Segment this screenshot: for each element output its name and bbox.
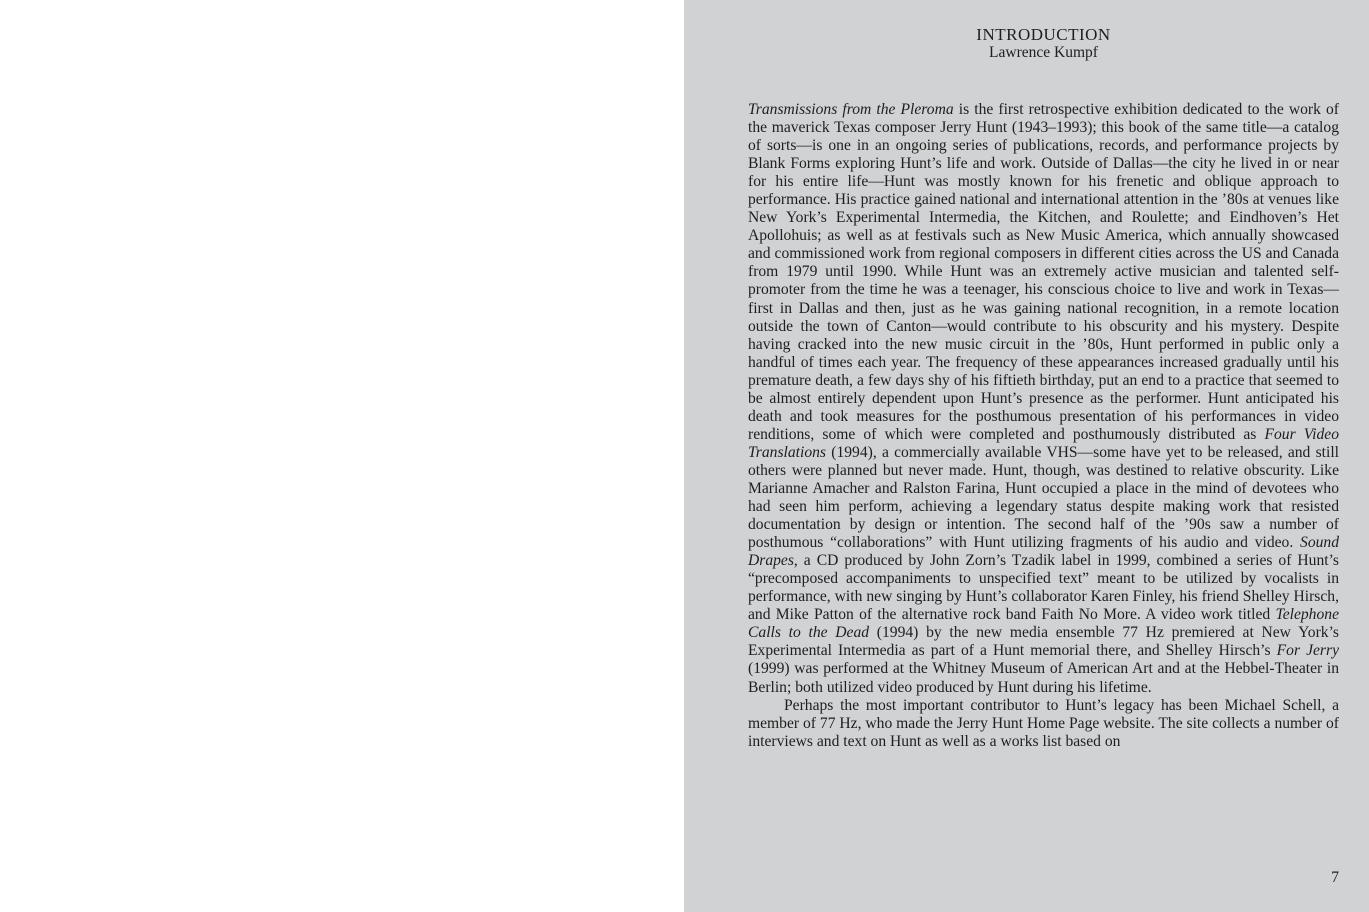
- text-run: is the first retrospective exhibition dedicated to the work of the maverick Texas composer Jerry Hunt (1943–1993); this book of the same title—a catalog of sorts—is one in an ongoing series of publications, records, and performance projects by Blank Forms exploring Hunt’s life and work. Outside of Dallas—the city he lived in or near for his entire life—Hunt was mostly known for his frenetic and oblique approach to performance. His practice gained national and international attention in the ’80s at venues like New York’s Experimental Intermedia, the Kitchen, and Roulette; and Eindhoven’s Het Apollohuis; as well as at festivals such as New Music America, which annually showcased and commissioned work from regional composers in different cities across the US and Canada from 1979 until 1990. While Hunt was an extremely active musician and talented self-promoter from the time he was a teenager, his conscious choice to live and work in Texas—first in Dallas and then, just as he was gaining national recognition, in a remote location outside the town of Canton—would contribute to his obscurity and his mystery. Despite having cracked into the new music circuit in the ’80s, Hunt performed in public only a handful of times each year. The frequency of these appearances increased gradually until his premature death, a few days shy of his fiftieth birthday, put an end to a practice that seemed to be almost entirely dependent upon Hunt’s presence as the performer. Hunt anticipated his death and took measures for the posthumous presentation of his performances in video renditions, some of which were completed and posthumously distributed as: [748, 101, 1339, 443]
- paragraph: [748, 101, 1339, 697]
- paragraph: [748, 697, 1339, 751]
- right-page: [684, 0, 1369, 912]
- chapter-author: Lawrence Kumpf: [989, 44, 1098, 61]
- italic-title: Transmissions from the Pleroma: [748, 101, 954, 118]
- left-page-blank: [0, 0, 684, 912]
- italic-title: Telephone Calls to the Dead: [748, 606, 1339, 642]
- italic-title: Four Video Translations: [748, 425, 1339, 461]
- chapter-heading: [748, 26, 1339, 62]
- text-run: , a CD produced by John Zorn’s Tzadik label in 1999, combined a series of Hunt’s “precomposed accompaniments to unspecified text” meant to be utilized by vocalists in performance, with new singing by Hunt’s collaborator Karen Finley, his friend Shelley Hirsch, and Mike Patton of the alternative rock band Faith No More. A video work titled: [748, 552, 1339, 624]
- italic-title: For Jerry: [1276, 642, 1339, 660]
- body-text: [748, 101, 1339, 751]
- text-run: Perhaps the most important contributor to Hunt’s legacy has been Michael Schell, a member of 77 Hz, who made the Jerry Hunt Home Page website. The site collects a number of interviews and text on Hunt as well as a works list based on: [748, 696, 1339, 750]
- text-run: (1999) was performed at the Whitney Museum of American Art and at the Hebbel-Theater in Berlin; both utilized video produced by Hunt during his lifetime.: [748, 660, 1339, 696]
- italic-title: Sound Drapes: [748, 534, 1339, 570]
- chapter-title: INTRODUCTION: [976, 25, 1111, 44]
- text-run: (1994), a commercially available VHS—some have yet to be released, and still others were planned but never made. Hunt, though, was destined to relative obscurity. Like Marianne Amacher and Ralston Farina, Hunt occupied a place in the mind of devotees who had seen him perform, achieving a legendary status despite making work that resisted documentation by design or intention. The second half of the ’90s saw a number of posthumous “collaborations” with Hunt utilizing fragments of his audio and video.: [748, 443, 1339, 552]
- page-number: 7: [1331, 869, 1339, 886]
- text-run: (1994) by the new media ensemble 77 Hz premiered at New York’s Experimental Intermedia as part of a Hunt memorial there, and Shelley Hirsch’s: [748, 624, 1339, 660]
